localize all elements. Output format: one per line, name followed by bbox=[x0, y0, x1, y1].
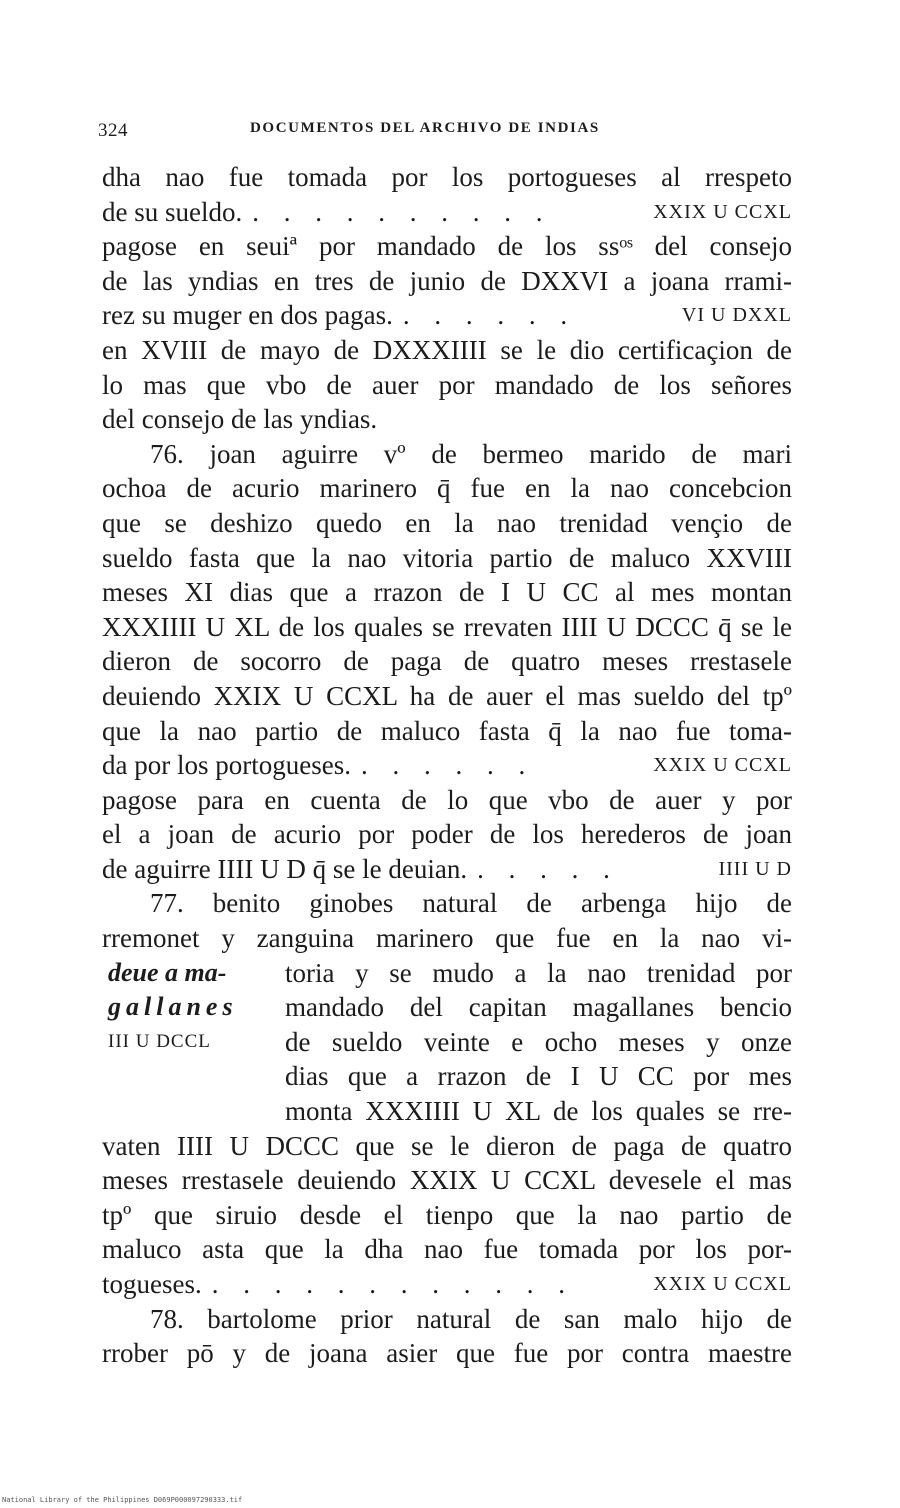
margin-note bbox=[108, 956, 268, 1060]
sidenote-section bbox=[102, 956, 792, 1129]
text-line: dha nao fue tomada por los portogueses al rrespeto bbox=[102, 162, 792, 192]
text-line: ochoa de acurio marinero q̄ fue en la nao concebcion bbox=[102, 473, 792, 504]
amount-value: XXIX U CCXL bbox=[653, 200, 792, 223]
line-text: de su sueldo. bbox=[102, 196, 243, 227]
text-line: de las yndias en tres de junio de DXXVI a joana rrami- bbox=[102, 265, 792, 296]
text-line: sueldo fasta que la nao vitoria partio de maluco XXVIII bbox=[102, 542, 792, 573]
text-line: mandado del capitan magallanes bencio bbox=[285, 992, 792, 1023]
text-line: vaten IIII U DCCC que se le dieron de paga de quatro bbox=[102, 1130, 792, 1161]
text-line: el a joan de acurio por poder de los herederos de joan bbox=[102, 819, 792, 850]
text-line: rrober pō y de joana asier que fue por contra maestre bbox=[102, 1338, 792, 1369]
text-line-with-amount bbox=[102, 195, 792, 230]
leader-dots: . . . . . . bbox=[402, 300, 577, 331]
text-line: del consejo de las yndias. bbox=[102, 404, 378, 435]
amount-value: VI U DXXL bbox=[681, 304, 792, 327]
margin-note-line: deue a ma- bbox=[108, 957, 227, 987]
text-line: tpº que siruio desde el tienpo que la nao partio de bbox=[102, 1199, 792, 1230]
text-line: dieron de socorro de paga de quatro meses rrestasele bbox=[102, 646, 792, 677]
text-line: monta XXXIIII U XL de los quales se rre- bbox=[285, 1096, 792, 1127]
amount-value: IIII U D bbox=[718, 857, 792, 880]
text-line: pagose para en cuenta de lo que vbo de auer y por bbox=[102, 784, 792, 815]
running-head: DOCUMENTOS DEL ARCHIVO DE INDIAS bbox=[250, 120, 600, 136]
text-line-with-amount bbox=[102, 1267, 792, 1302]
text-lines-top bbox=[102, 160, 792, 956]
text-line: maluco asta que la dha nao fue tomada por los por- bbox=[102, 1234, 792, 1265]
leader-dots: . . . . . . . . . . . . bbox=[211, 1269, 574, 1300]
text-line: pagose en seuiª por mandado de los ssᵒˢ del consejo bbox=[102, 231, 792, 262]
text-line: XXXIIII U XL de los quales se rrevaten IIII U DCCC q̄ se le bbox=[102, 611, 792, 642]
line-text: rez su muger en dos pagas. bbox=[102, 300, 393, 331]
page-number: 324 bbox=[98, 120, 128, 141]
text-line-with-amount bbox=[102, 298, 792, 333]
text-line: lo mas que vbo de auer por mandado de los señores bbox=[102, 369, 792, 400]
leader-dots: . . . . . . . . . . bbox=[252, 196, 552, 227]
line-text: de aguirre IIII U D q̄ se le deuian. bbox=[102, 853, 468, 884]
text-line-with-amount bbox=[102, 748, 792, 783]
text-line: 76. joan aguirre vº de bermeo marido de mari bbox=[150, 438, 792, 469]
text-line: 78. bartolome prior natural de san malo hijo de bbox=[150, 1303, 792, 1334]
text-line: deuiendo XXIX U CCXL ha de auer el mas sueldo del tpº bbox=[102, 680, 792, 711]
scan-footer: National Library of the Philippines D069P000097290333.tif bbox=[2, 1496, 243, 1504]
text-lines-bottom bbox=[102, 1129, 792, 1371]
text-line: en XVIII de mayo de DXXXIIII se le dio certificaçion de bbox=[102, 334, 792, 365]
line-text: da por los portogueses. bbox=[102, 750, 351, 781]
sidenote-main-text bbox=[285, 956, 792, 1129]
margin-note-line: gallanes bbox=[108, 992, 238, 1022]
margin-note-amount: III U DCCL bbox=[108, 1030, 211, 1052]
text-line: que se deshizo quedo en la nao trenidad vençio de bbox=[102, 507, 792, 538]
leader-dots: . . . . . bbox=[477, 853, 619, 884]
text-line: 77. benito ginobes natural de arbenga hijo de bbox=[150, 888, 792, 919]
amount-value: XXIX U CCXL bbox=[653, 1273, 792, 1296]
text-line: de sueldo veinte e ocho meses y onze bbox=[285, 1026, 792, 1057]
text-line: toria y se mudo a la nao trenidad por bbox=[285, 957, 792, 988]
amount-value: XXIX U CCXL bbox=[653, 754, 792, 777]
line-text: togueses. bbox=[102, 1269, 202, 1300]
text-line: meses rrestasele deuiendo XXIX U CCXL devesele el mas bbox=[102, 1165, 792, 1196]
text-line: meses XI dias que a rrazon de I U CC al mes montan bbox=[102, 577, 792, 608]
leader-dots: . . . . . . bbox=[360, 750, 535, 781]
text-line: dias que a rrazon de I U CC por mes bbox=[285, 1061, 792, 1092]
page-header bbox=[98, 118, 798, 148]
body-text bbox=[102, 160, 792, 1371]
text-line: que la nao partio de maluco fasta q̄ la nao fue toma- bbox=[102, 715, 792, 746]
text-line: rremonet y zanguina marinero que fue en la nao vi- bbox=[102, 923, 792, 954]
text-line-with-amount bbox=[102, 852, 792, 887]
